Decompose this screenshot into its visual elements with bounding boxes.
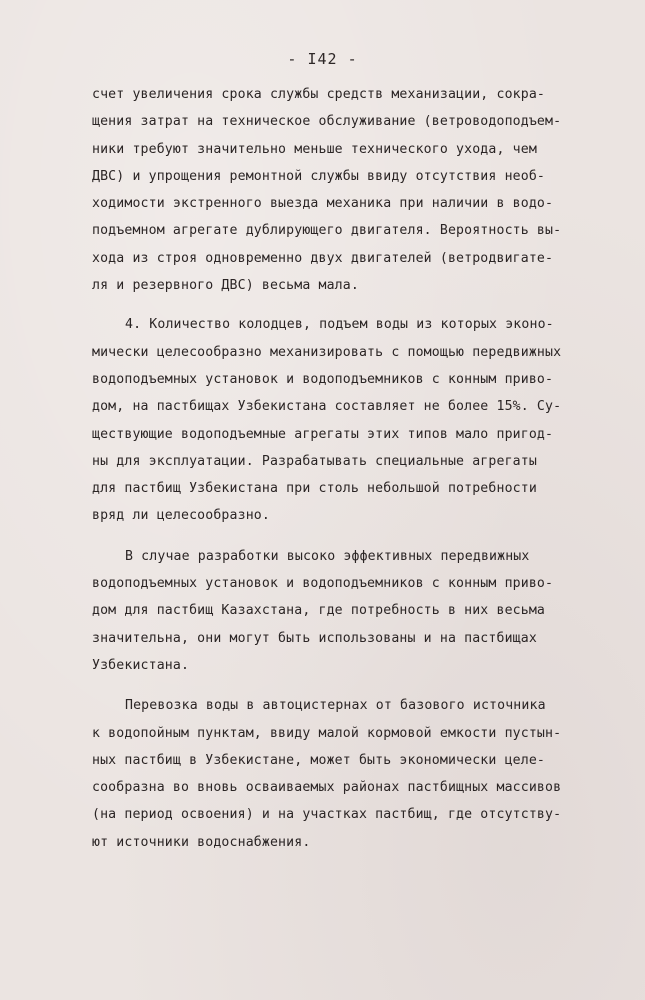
text-line: щения затрат на техническое обслуживание (ветроводоподъем- bbox=[92, 114, 562, 130]
text-line: счет увеличения срока службы средств механизации, сокра- bbox=[92, 87, 546, 102]
text-line: ДВС) и упрощения ремонтной службы ввиду отсутствия необ- bbox=[92, 168, 546, 184]
text-line: для пастбищ Узбекистана при столь небольшой потребности bbox=[92, 481, 537, 497]
text-line: ны для эксплуатации. Разрабатывать специальные агрегаты bbox=[92, 453, 537, 469]
text-line: ных пастбищ в Узбекистане, может быть экономически целе- bbox=[92, 752, 546, 768]
text-line: ществующие водоподъемные агрегаты этих типов мало пригод- bbox=[92, 426, 554, 442]
text-line: вряд ли целесообразно. bbox=[92, 508, 270, 524]
text-line: Узбекистана. bbox=[92, 657, 190, 673]
text-line: водоподъемных установок и водоподъемников с конным приво- bbox=[92, 371, 554, 387]
text-line: 4. Количество колодцев, подъем воды из которых эконо- bbox=[125, 317, 554, 333]
body-text bbox=[92, 81, 572, 856]
text-line: к водопойным пунктам, ввиду малой кормовой емкости пустын- bbox=[92, 725, 562, 741]
text-line: (на период освоения) и на участках пастбищ, где отсутству- bbox=[92, 807, 562, 823]
text-line: Перевозка воды в автоцистернах от базового источника bbox=[125, 698, 546, 714]
text-line: ля и резервного ДВС) весьма мала. bbox=[92, 278, 359, 294]
text-line: водоподъемных установок и водоподъемников с конным приво- bbox=[92, 576, 554, 592]
text-line: значительна, они могут быть использованы и на пастбищах bbox=[92, 630, 537, 646]
text-line: ходимости экстренного выезда механика при наличии в водо- bbox=[92, 196, 554, 212]
text-line: подъемном агрегате дублирующего двигателя. Вероятность вы- bbox=[92, 223, 562, 239]
text-line: дом для пастбищ Казахстана, где потребность в них весьма bbox=[92, 603, 546, 619]
text-line: хода из строя одновременно двух двигателей (ветродвигате- bbox=[92, 250, 554, 266]
text-line: сообразна во вновь осваиваемых районах пастбищных массивов bbox=[92, 780, 562, 796]
page-number: - I42 - bbox=[287, 50, 358, 68]
text-line: ют источники водоснабжения. bbox=[92, 834, 311, 850]
text-line: мически целесообразно механизировать с помощью передвижных bbox=[92, 344, 562, 360]
text-line: В случае разработки высоко эффективных передвижных bbox=[125, 548, 530, 564]
text-line: дом, на пастбищах Узбекистана составляет не более 15%. Су- bbox=[92, 399, 562, 415]
text-line: ники требуют значительно меньше технического ухода, чем bbox=[92, 141, 537, 157]
